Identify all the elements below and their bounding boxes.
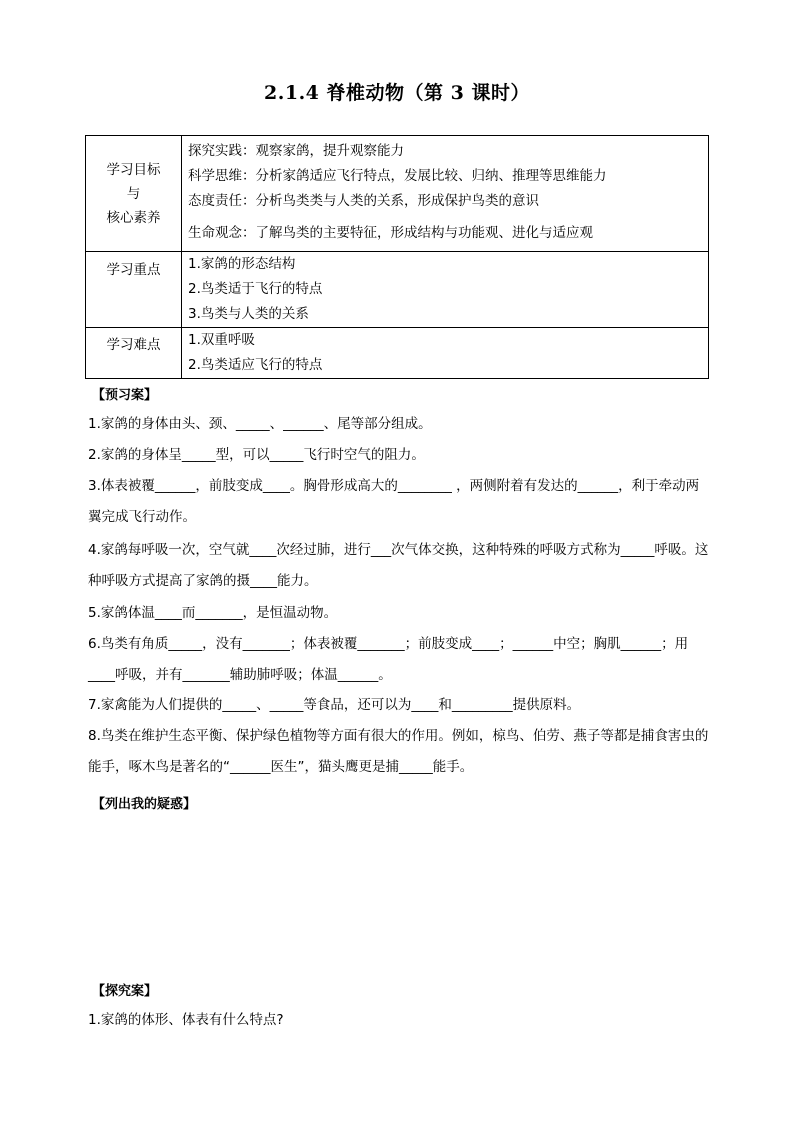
table-row <box>86 136 709 252</box>
goal-item: 态度责任：分析鸟类类与人类的关系，形成保护鸟类的意识 <box>188 193 539 209</box>
preview-heading: 【预习案】 <box>92 388 158 403</box>
label-line: 学习重点 <box>106 262 161 278</box>
row-content <box>182 136 709 252</box>
preview-question: 1.家鸽的身体由头、颈、_____、______、尾等部分组成。 <box>88 416 432 432</box>
doubts-heading: 【列出我的疑惑】 <box>92 797 197 812</box>
page-title: 2.1.4 脊椎动物（第 3 课时） <box>264 82 530 104</box>
table-row <box>86 252 709 328</box>
row-label <box>86 136 182 252</box>
goal-item: 探究实践：观察家鸽，提升观察能力 <box>188 143 404 159</box>
preview-question: 5.家鸽体温____而_______，是恒温动物。 <box>88 605 338 621</box>
preview-question: 4.家鸽每呼吸一次，空气就____次经过肺，进行___次气体交换，这种特殊的呼吸方式称为_____呼吸。这种呼吸方式提高了家鸽的摄____能力。 <box>88 542 709 589</box>
row-label <box>86 328 182 379</box>
row-label <box>86 252 182 328</box>
preview-question: 6.鸟类有角质_____，没有_______；体表被覆_______；前肢变成____；______中空；胸肌______；用____呼吸，并有_______辅助肺呼吸；体温______。 <box>88 636 689 683</box>
label-line: 核心素养 <box>106 209 161 226</box>
preview-question: 8.鸟类在维护生态平衡、保护绿色植物等方面有很大的作用。例如，椋鸟、伯劳、燕子等都是捕食害虫的能手，啄木鸟是著名的“______医生”，猫头鹰更是捕_____能手。 <box>88 728 709 775</box>
preview-question: 3.体表被覆______，前肢变成____。胸骨形成高大的________ ，两侧附着有发达的______，利于牵动两翼完成飞行动作。 <box>88 478 700 525</box>
label-line: 与 <box>126 185 141 202</box>
difficulty-item: 2.鸟类适应飞行的特点 <box>188 357 323 373</box>
learning-goals-table <box>85 135 709 379</box>
row-content <box>182 328 709 379</box>
difficulty-item: 1.双重呼吸 <box>188 332 255 348</box>
table-row <box>86 328 709 379</box>
key-point-item: 3.鸟类与人类的关系 <box>188 306 309 322</box>
label-line: 学习目标 <box>106 161 161 178</box>
preview-question: 2.家鸽的身体呈_____型，可以_____飞行时空气的阻力。 <box>88 447 425 463</box>
key-point-item: 2.鸟类适于飞行的特点 <box>188 281 323 297</box>
label-line: 学习难点 <box>106 337 161 353</box>
preview-question: 7.家禽能为人们提供的_____、_____等食品，还可以为____和_________提供原料。 <box>88 697 581 713</box>
explore-question: 1.家鸽的体形、体表有什么特点? <box>88 1012 284 1028</box>
goal-item: 生命观念：了解鸟类的主要特征，形成结构与功能观、进化与适应观 <box>188 225 593 241</box>
key-point-item: 1.家鸽的形态结构 <box>188 256 296 272</box>
row-content <box>182 252 709 328</box>
explore-heading: 【探究案】 <box>92 984 158 999</box>
goal-item: 科学思维：分析家鸽适应飞行特点，发展比较、归纳、推理等思维能力 <box>188 168 607 184</box>
